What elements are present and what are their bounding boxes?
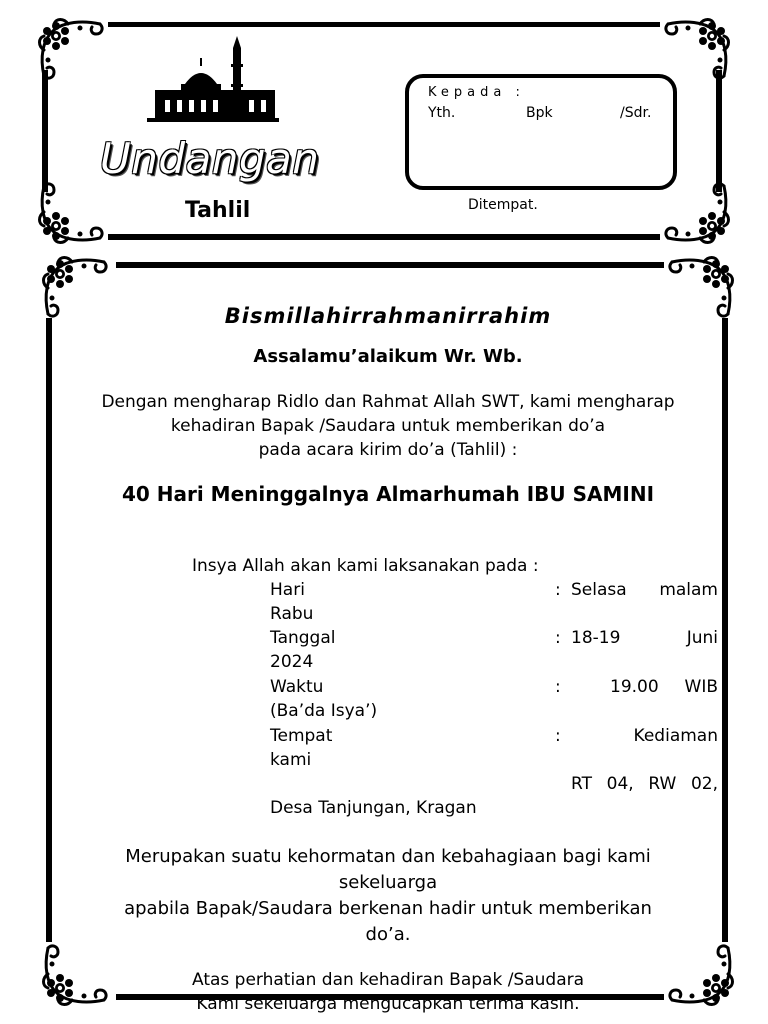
corner-ornament-icon	[34, 176, 106, 248]
recipient-sdr: /Sdr.	[620, 105, 652, 121]
schedule-label: Waktu	[270, 677, 324, 697]
event-title: 40 Hari Meninggalnya Almarhumah IBU SAMINI	[121, 482, 655, 506]
schedule-label: Tempat	[270, 726, 333, 746]
recipient-yth: Yth.	[428, 105, 456, 121]
corner-ornament-icon	[662, 176, 734, 248]
mosque-icon	[145, 34, 280, 126]
bismillah-heading: Bismillahirrahmanirrahim	[224, 304, 552, 328]
schedule-colon: :	[555, 677, 561, 697]
closing-line: do’a.	[365, 924, 411, 945]
schedule-label: Hari	[270, 580, 305, 600]
schedule-address-line: RT 04, RW 02,	[571, 774, 718, 794]
page-subtitle: Tahlil	[185, 198, 251, 223]
schedule-intro: Insya Allah akan kami laksanakan pada :	[192, 556, 539, 576]
header-border-right	[716, 70, 722, 192]
schedule-value-continued: kami	[270, 750, 312, 770]
corner-ornament-icon	[662, 14, 734, 86]
closing-line: sekeluarga	[338, 872, 438, 893]
schedule-value-continued: 2024	[270, 652, 314, 672]
greeting: Assalamu’alaikum Wr. Wb.	[253, 346, 523, 367]
intro-line: Dengan mengharap Ridlo dan Rahmat Allah SWT, kami mengharap	[101, 392, 675, 412]
thanks-line: Kami sekeluarga mengucapkan terima kasih.	[196, 994, 580, 1014]
recipient-bpk: Bpk	[526, 105, 553, 121]
closing-line: apabila Bapak/Saudara berkenan hadir untuk memberikan	[124, 898, 652, 919]
header-border-top	[108, 22, 660, 27]
schedule-value: Kediaman	[633, 726, 718, 746]
intro-line: pada acara kirim do’a (Tahlil) :	[258, 440, 518, 460]
schedule-colon: :	[555, 726, 561, 746]
corner-ornament-icon	[34, 14, 106, 86]
schedule-value: 18-19 Juni	[571, 628, 718, 648]
schedule-colon: :	[555, 628, 561, 648]
thanks-line: Atas perhatian dan kehadiran Bapak /Saudara	[191, 970, 585, 990]
schedule-value: 19.00 WIB	[610, 677, 718, 697]
schedule-value-continued: (Ba’da Isya’)	[270, 701, 378, 721]
schedule-value-continued: Rabu	[270, 604, 314, 624]
closing-line: Merupakan suatu kehormatan dan kebahagiaan bagi kami	[125, 846, 651, 867]
schedule-label: Tanggal	[270, 628, 336, 648]
header-border-bottom	[108, 234, 660, 240]
header-border-left	[42, 70, 48, 192]
recipient-ditempat: Ditempat.	[468, 197, 538, 213]
schedule-colon: :	[555, 580, 561, 600]
main-border-top	[116, 262, 664, 268]
schedule-value: Selasa malam	[571, 580, 718, 600]
schedule-address-line: Desa Tanjungan, Kragan	[270, 798, 477, 818]
intro-line: kehadiran Bapak /Saudara untuk memberikan do’a	[170, 416, 606, 436]
page-title: Undangan	[100, 134, 320, 183]
recipient-to-label: Kepada :	[428, 85, 525, 100]
